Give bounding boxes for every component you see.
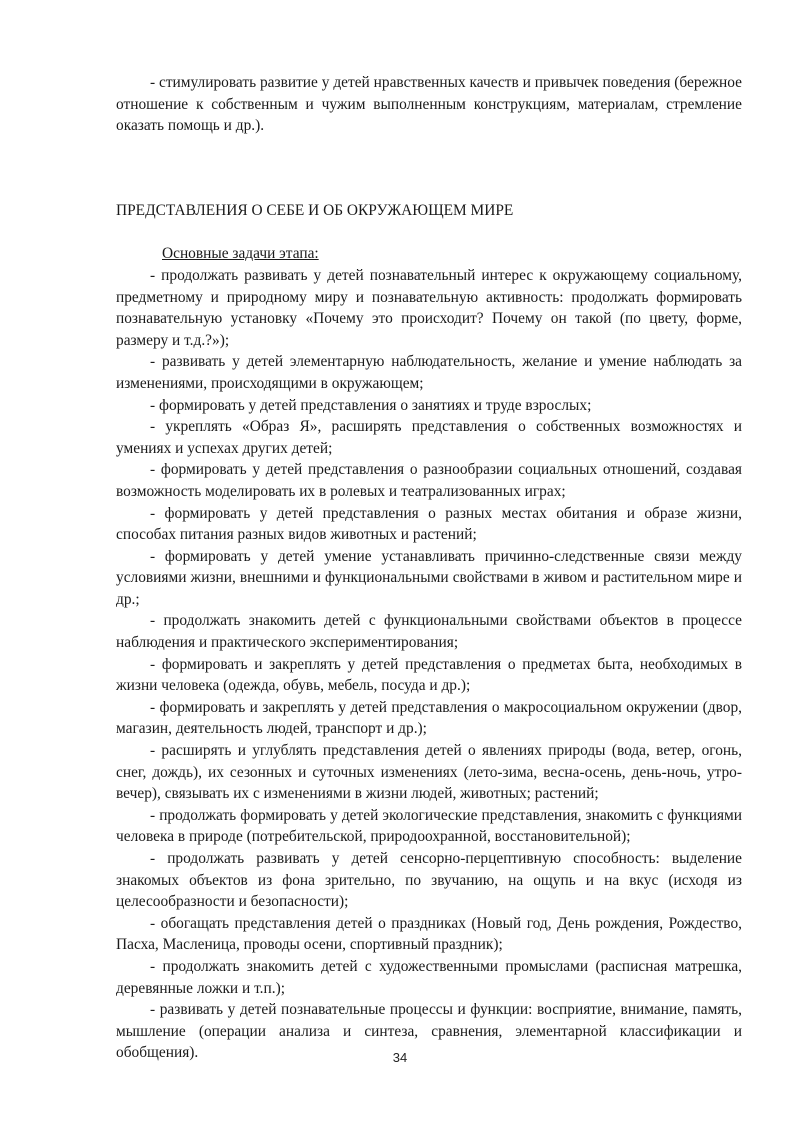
task-item: - развивать у детей познавательные процессы и функции: восприятие, внимание, память, мышление (операции анализа и синтеза, сравнения, элементарной классификации и обобщения).: [116, 1001, 742, 1062]
task-item: - формировать у детей представления о занятиях и труде взрослых;: [150, 396, 592, 414]
tasks-label: Основные задачи этапа:: [162, 245, 319, 263]
tasks-label-line: [116, 243, 742, 265]
task-item: - формировать у детей умение устанавливать причинно-следственные связи между условиями жизни, внешними и функциональными свойствами в живом и растительном мире и др.;: [116, 547, 742, 608]
document-page: [116, 72, 742, 1064]
task-item: - развивать у детей элементарную наблюдательность, желание и умение наблюдать за изменениями, происходящими в окружающем;: [116, 353, 742, 392]
task-item: - обогащать представления детей о праздниках (Новый год, День рождения, Рождество, Пасха, Масленица, проводы осени, спортивный праздник);: [116, 914, 742, 954]
section-title: ПРЕДСТАВЛЕНИЯ О СЕБЕ И ОБ ОКРУЖАЮЩЕМ МИРЕ: [116, 201, 514, 219]
task-item: - продолжать развивать у детей сенсорно-перцептивную способность: выделение знакомых объектов из фона зрительно, по звучанию, на ощупь и на вкус (исходя из целесообразности и безопасности);: [116, 850, 742, 911]
page-number: 34: [392, 1050, 408, 1065]
tasks-list: [116, 265, 742, 1064]
task-item: - продолжать формировать у детей экологические представления, знакомить с функциями человека в природе (потребительской, природоохранной, восстановительной);: [116, 806, 742, 846]
intro-paragraph: - стимулировать развитие у детей нравственных качеств и привычек поведения (бережное отношение к собственным и чужим выполненным конструкциям, материалам, стремление оказать помощь и др.).: [116, 74, 742, 135]
task-item: - формировать и закреплять у детей представления о предметах быта, необходимых в жизни человека (одежда, обувь, мебель, посуда и др.);: [116, 655, 742, 695]
task-item: - укреплять «Образ Я», расширять представления о собственных возможностях и умениях и успехах других детей;: [116, 418, 742, 457]
task-item: - продолжать знакомить детей с функциональными свойствами объектов в процессе наблюдения и практического экспериментирования;: [116, 612, 742, 652]
task-item: - формировать у детей представления о разнообразии социальных отношений, создавая возможность моделировать их в ролевых и театрализованных играх;: [116, 461, 742, 500]
task-item: - продолжать знакомить детей с художественными промыслами (расписная матрешка, деревянные ложки и т.п.);: [116, 957, 742, 997]
task-item: - формировать у детей представления о разных местах обитания и образе жизни, способах питания разных видов животных и растений;: [116, 504, 742, 544]
task-item: - продолжать развивать у детей познавательный интерес к окружающему социальному, предметному и природному миру и познавательную активность: продолжать формировать познавательную установку «Почему это происходит? Почему он такой (по цвету, форме, размеру и т.д.?»);: [116, 266, 742, 349]
task-item: - расширять и углублять представления детей о явлениях природы (вода, ветер, огонь, снег, дождь), их сезонных и суточных изменениях (лето-зима, весна-осень, день-ночь, утро-вечер), связывать их с изменениями в жизни людей, животных; растений;: [116, 742, 742, 803]
task-item: - формировать и закреплять у детей представления о макросоциальном окружении (двор, магазин, деятельность людей, транспорт и др.);: [116, 698, 742, 738]
